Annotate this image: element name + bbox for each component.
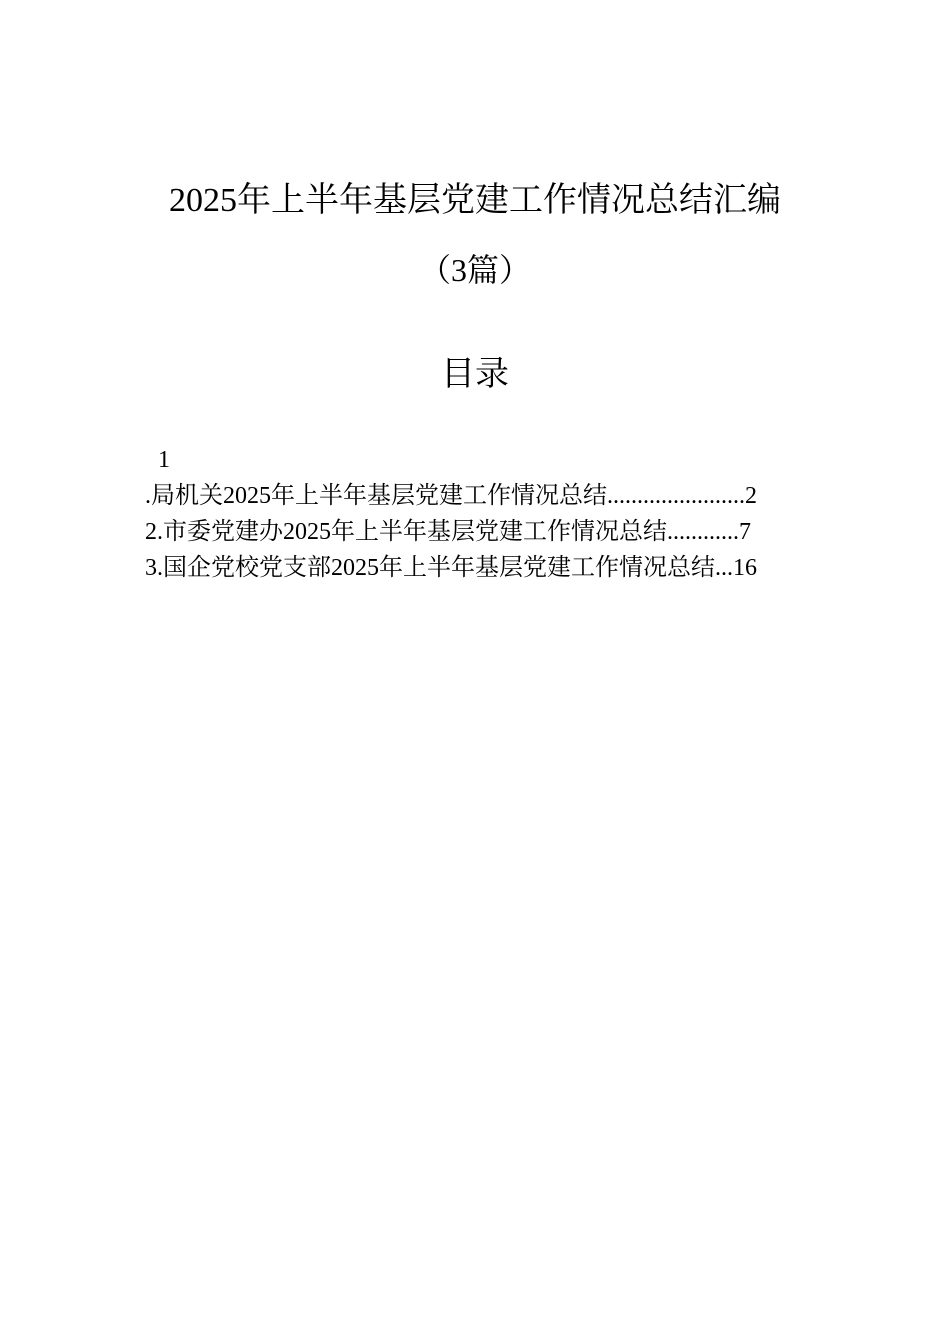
document-subtitle: （3篇） (418, 252, 531, 288)
toc-entry-3[interactable]: 3.国企党校党支部2025年上半年基层党建工作情况总结...16 (145, 555, 757, 581)
toc-heading: 目录 (441, 356, 509, 393)
toc-entry-2[interactable]: 2.市委党建办2025年上半年基层党建工作情况总结............7 (145, 519, 751, 545)
document-title: 2025年上半年基层党建工作情况总结汇编 (169, 182, 781, 219)
toc-entry-1[interactable]: .局机关2025年上半年基层党建工作情况总结.......................2 (145, 483, 757, 509)
toc-entry-number: 1 (158, 447, 170, 473)
